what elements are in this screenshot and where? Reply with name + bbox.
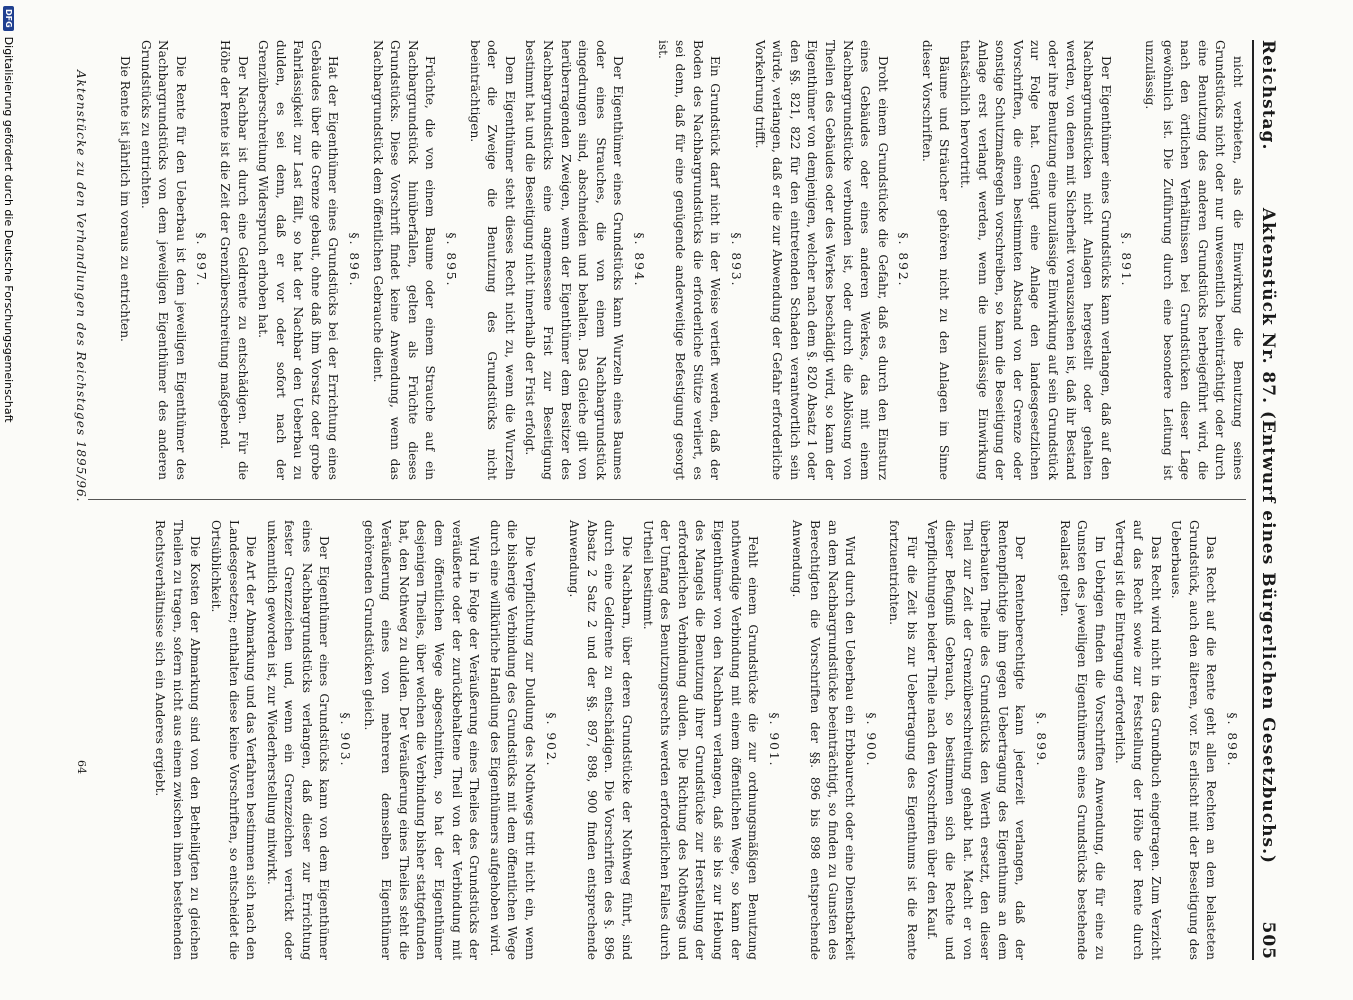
paragraph: Der Eigenthümer eines Grundstücks kann verlangen, daß auf den Nachbargrundstücken nicht Anlagen hergestellt oder gehalten werden, von denen mit Sicherheit vorauszusehen ist, daß ihr Bestand oder ihre Benutzung eine unzulässige Einwirkung auf sein Grundstück zur Folge hat. Genügt eine Anlage den landesgesetzlichen Vorschriften, die einen bestimmten Abstand von der Grenze oder sonstige Schutzmaßregeln vorschreiben, so kann die Beseitigung der Anlage erst verlangt werden, wenn die unzulässige Einwirkung thatsächlich hervortritt. xyxy=(958,40,1113,480)
paragraph: Bäume und Sträucher gehören nicht zu den Anlagen im Sinne dieser Vorschriften. xyxy=(919,40,952,480)
paragraph: Wird in Folge der Veräußerung eines Theiles des Grundstücks der veräußerte oder der zurückbehaltene Theil von der Verbindung mit dem öffentlichen Wege abgeschnitten, so hat der Eigenthümer desjenigen Theiles, über welchen die Verbindung bisher stattgefunden hat, den Nothweg zu dulden. Der Veräußerung eines Theiles steht die Veräußerung eines von mehreren demselben Eigenthümer gehörenden Grundstücken gleich. xyxy=(361,520,482,960)
page-number: 505 xyxy=(1258,921,1278,960)
paragraph: Die Kosten der Abmarkung sind von den Betheiligten zu gleichen Theilen zu tragen, sofern nicht aus einem zwischen ihnen bestehenden Rechtsverhältnisse sich ein Anderes ergiebt. xyxy=(153,520,203,960)
footer-source: Aktenstücke zu den Verhandlungen des Reichstages 1895/96. xyxy=(74,70,88,503)
paragraph: Der Eigenthümer eines Grundstücks kann von dem Eigenthümer eines Nachbargrundstücks verlangen, daß dieser zur Errichtung fester Grenzzeichen und, wenn ein Grenzzeichen verrückt oder unkenntlich geworden ist, zur Wiederherstellung mitwirkt. xyxy=(264,520,332,960)
page-header xyxy=(1252,40,1298,960)
paragraph: Dem Eigenthümer steht dieses Recht nicht zu, wenn die Wurzeln oder die Zweige die Benutzung des Grundstücks nicht beeinträchtigen. xyxy=(467,40,517,480)
paragraph: Fehlt einem Grundstücke die zur ordnungsmäßigen Benutzung nothwendige Verbindung mit einem öffentlichen Wege, so kann der Eigenthümer von den Nachbarn verlangen, daß sie bis zur Hebung des Mangels die Benutzung ihrer Grundstücke zur Herstellung der erforderlichen Verbindung dulden. Die Richtung des Nothwegs und der Umfang des Benutzungsrechts werden erforderlichen Falles durch Urtheil bestimmt. xyxy=(640,520,761,960)
paragraph: Der Nachbar ist durch eine Geldrente zu entschädigen. Für die Höhe der Rente ist die Zeit der Grenzüberschreitung maßgebend. xyxy=(217,40,250,480)
section-heading: §. 891. xyxy=(1119,232,1134,288)
digitization-credit xyxy=(0,0,18,1000)
paragraph: Wird durch den Ueberbau ein Erbbaurecht oder eine Dienstbarkeit an dem Nachbargrundstücke beeinträchtigt, so finden zu Gunsten des Berechtigten die Vorschriften der §§. 896 bis 898 entsprechende Anwendung. xyxy=(790,520,858,960)
paragraph: Die Rente ist jährlich im voraus zu entrichten. xyxy=(117,56,132,342)
paragraph: Die Rente für den Ueberbau ist dem jeweiligen Eigenthümer des Nachbargrundstücks von dem jeweiligen Eigenthümer des anderen Grundstücks zu entrichten. xyxy=(138,40,188,480)
section-heading: §. 902. xyxy=(543,712,558,768)
section-heading: §. 892. xyxy=(896,232,911,288)
right-column xyxy=(88,520,1246,960)
paragraph: Früchte, die von einem Baume oder einem Strauche auf ein Nachbargrundstück hinüberfallen, gelten als Früchte dieses Grundstücks. Diese Vorschrift findet keine Anwendung, wenn das Nachbargrundstück dem öffentlichen Gebrauche dient. xyxy=(370,40,438,480)
header-left: Reichstag. xyxy=(1258,40,1278,151)
paragraph: Hat der Eigenthümer eines Grundstücks bei der Errichtung eines Gebäudes über die Grenze gebaut, ohne daß ihm Vorsatz oder grobe Fahrlässigkeit zur Last fällt, so hat der Nachbar den Ueberbau zu dulden, es sei denn, daß er vor oder sofort nach der Grenzüberschreitung Widerspruch erhoben hat. xyxy=(256,40,341,480)
section-heading: §. 900. xyxy=(863,712,878,768)
paragraph: Im Uebrigen finden die Vorschriften Anwendung, die für eine zu Gunsten des jeweiligen Eigenthümers eines Grundstücks bestehende Reallast gelten. xyxy=(1057,520,1107,960)
section-heading: §. 896. xyxy=(347,232,362,288)
dfg-logo: DFG xyxy=(4,6,15,31)
paragraph: Der Rentenberechtigte kann jederzeit verlangen, daß der Rentenpflichtige ihm gegen Uebertragung des Eigenthums an dem überbauten Theile des Grundstücks den Werth ersetzt, den dieser Theil zur Zeit der Grenzüberschreitung gehabt hat. Macht er von dieser Befugniß Gebrauch, so bestimmen sich die Rechte und Verpflichtungen beider Theile nach den Vorschriften über den Kauf. xyxy=(925,520,1028,960)
section-heading: §. 901. xyxy=(766,712,781,768)
section-heading: §. 903. xyxy=(338,712,353,768)
credit-text: Digitalisierung gefördert durch die Deutsche Forschungsgemeinschaft xyxy=(2,36,16,423)
section-heading: §. 898. xyxy=(1225,712,1239,768)
paragraph: Die Nachbarn, über deren Grundstücke der Nothweg führt, sind durch eine Geldrente zu entschädigen. Die Vorschriften des §. 896 Absatz 2 Satz 2 und der §§. 897, 898, 900 finden entsprechende Anwendung. xyxy=(567,520,634,960)
page-title: Aktenstück Nr. 87. (Entwurf eines Bürgerlichen Gesetzbuchs.) xyxy=(1258,207,1278,865)
section-heading: §. 894. xyxy=(632,232,646,288)
section-heading: §. 897. xyxy=(194,232,209,288)
section-heading: §. 895. xyxy=(444,232,459,288)
paragraph: Die Art der Abmarkung und das Verfahren bestimmen sich nach den Landesgesetzen; enthalten diese keine Vorschriften, so entscheidet die Ortsüblichkeit. xyxy=(208,520,259,960)
paragraph: nicht verbieten, als die Einwirkung die Benutzung seines Grundstücks nicht oder nur unwesentlich beeinträchtigt oder durch eine Benutzung des anderen Grundstücks herbeigeführt wird, die nach den örtlichen Verhältnissen bei Grundstücken dieser Lage gewöhnlich ist. Die Zuführung durch eine besondere Leitung ist unzulässig. xyxy=(1143,40,1245,480)
paragraph: Ein Grundstück darf nicht in der Weise vertieft werden, daß der Boden des Nachbargrundstücks die erforderliche Stütze verliert, es sei denn, daß für eine genügende anderweitige Befestigung gesorgt ist. xyxy=(655,40,723,480)
paragraph: Der Eigenthümer eines Grundstücks kann Wurzeln eines Baumes oder eines Strauches, die von einem Nachbargrundstück eingedrungen sind, abschneiden und behalten. Das Gleiche gilt von herüberragenden Zweigen, wenn der Eigenthümer dem Besitzer des Nachbargrundstücks eine angemessene Frist zur Beseitigung bestimmt hat und die Beseitigung nicht innerhalb der Frist erfolgt. xyxy=(523,40,626,480)
section-heading: §. 893. xyxy=(728,232,743,288)
paragraph: Das Recht auf die Rente geht allen Rechten an dem belasteten Grundstück, auch den älteren, vor. Es erlischt mit der Beseitigung des Ueberbaues. xyxy=(1169,520,1219,960)
column-divider xyxy=(88,499,1246,500)
footer-signature: 64 xyxy=(75,760,88,774)
paragraph: Die Verpflichtung zur Duldung des Nothwegs tritt nicht ein, wenn die bisherige Verbindung des Grundstücks mit dem öffentlichen Wege durch eine willkürliche Handlung des Eigenthümers aufgehoben wird. xyxy=(487,520,538,960)
left-column xyxy=(88,40,1246,480)
page-content xyxy=(48,40,1298,960)
paragraph: Droht einem Grundstücke die Gefahr, daß es durch den Einsturz eines Gebäudes oder eines anderen Werkes, das mit einem Nachbargrundstücke verbunden ist, oder durch die Ablösung von Theilen des Gebäudes oder des Werkes beschädigt wird, so kann der Eigenthümer von demjenigen, welcher nach dem §. 820 Absatz 1 oder den §§. 821, 822 für den eintretenden Schaden verantwortlich sein würde, verlangen, daß er die zur Abwendung der Gefahr erforderliche Vorkehrung trifft. xyxy=(752,40,890,480)
paragraph: Das Recht wird nicht in das Grundbuch eingetragen. Zum Verzicht auf das Recht sowie zur Feststellung der Höhe der Rente durch Vertrag ist die Eintragung erforderlich. xyxy=(1113,520,1163,960)
paragraph: Für die Zeit bis zur Uebertragung des Eigenthums ist die Rente fortzuentrichten. xyxy=(887,520,919,960)
section-heading: §. 899. xyxy=(1034,712,1049,768)
